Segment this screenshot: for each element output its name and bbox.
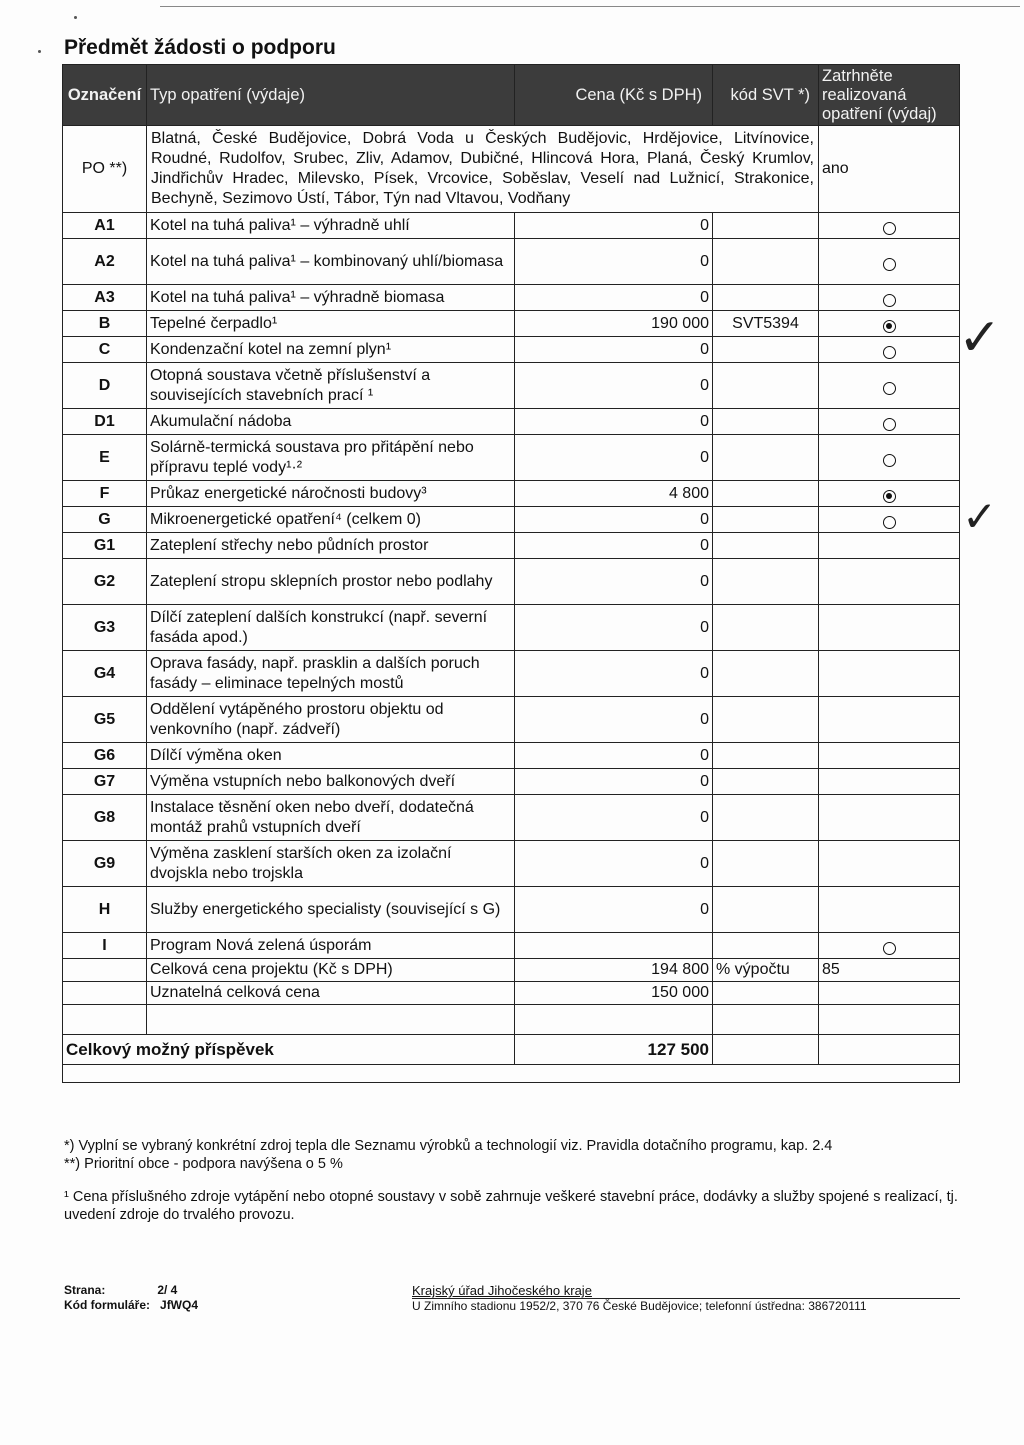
row-price: 0 [515, 409, 713, 435]
row-svt-code [713, 651, 819, 697]
row-svt-code [713, 795, 819, 841]
empty-cell [63, 1005, 147, 1035]
table-row [63, 887, 960, 933]
empty-cell [63, 959, 147, 982]
select-radio-button[interactable] [883, 942, 896, 955]
row-description: Kotel na tuhá paliva¹ – výhradně uhlí [147, 213, 515, 239]
row-svt-code [713, 481, 819, 507]
row-description: Výměna zasklení starších oken za izolační dvojskla nebo trojskla [147, 841, 515, 887]
select-radio-button[interactable] [883, 258, 896, 271]
row-code: A1 [63, 213, 147, 239]
spacer-row [63, 1065, 960, 1083]
select-radio-button[interactable] [883, 454, 896, 467]
empty-cell [147, 1005, 515, 1035]
footnote-1: ¹ Cena příslušného zdroje vytápění nebo otopné soustavy v sobě zahrnuje veškeré stavební práce, dodávky a služby spojené s realizací, tj. uvedení zdroje do trvalého provozu. [64, 1189, 958, 1223]
row-description: Solárně-termická soustava pro přitápění nebo přípravu teplé vody¹·² [147, 435, 515, 481]
row-code: G [63, 507, 147, 533]
handwritten-checkmark: ✓ [958, 308, 1002, 368]
contribution-value: 127 500 [515, 1035, 713, 1065]
request-table [62, 64, 960, 1083]
row-code: A2 [63, 239, 147, 285]
row-select-cell [819, 559, 960, 605]
row-price [515, 933, 713, 959]
select-radio-button[interactable] [883, 294, 896, 307]
row-select-cell [819, 769, 960, 795]
table-row [63, 605, 960, 651]
row-select-cell [819, 337, 960, 363]
eligible-price-value: 150 000 [515, 982, 713, 1005]
row-svt-code [713, 435, 819, 481]
row-code: G9 [63, 841, 147, 887]
page-title: Předmět žádosti o podporu [64, 36, 336, 59]
form-code-label: Kód formuláře: [64, 1298, 151, 1312]
row-select-cell [819, 311, 960, 337]
row-description: Dílčí výměna oken [147, 743, 515, 769]
row-code: G7 [63, 769, 147, 795]
row-code: G3 [63, 605, 147, 651]
summary-total-row [63, 959, 960, 982]
table-row [63, 285, 960, 311]
row-svt-code [713, 559, 819, 605]
row-svt-code [713, 285, 819, 311]
table-row [63, 559, 960, 605]
table-row [63, 481, 960, 507]
row-price: 0 [515, 337, 713, 363]
row-price: 0 [515, 285, 713, 311]
row-select-cell [819, 409, 960, 435]
row-price: 0 [515, 605, 713, 651]
row-description: Dílčí zateplení dalších konstrukcí (např. severní fasáda apod.) [147, 605, 515, 651]
eligible-price-label: Uznatelná celková cena [147, 982, 515, 1005]
page-value: 2/ 4 [157, 1283, 178, 1297]
row-price: 4 800 [515, 481, 713, 507]
row-code: G2 [63, 559, 147, 605]
table-row [63, 769, 960, 795]
summary-eligible-row [63, 982, 960, 1005]
row-svt-code [713, 337, 819, 363]
row-svt-code [713, 507, 819, 533]
row-code: D1 [63, 409, 147, 435]
row-svt-code [713, 933, 819, 959]
row-price: 0 [515, 651, 713, 697]
select-radio-button[interactable] [883, 222, 896, 235]
row-description: Oprava fasády, např. prasklin a dalších poruch fasády – eliminace tepelných mostů [147, 651, 515, 697]
table-row [63, 213, 960, 239]
row-price: 0 [515, 743, 713, 769]
select-radio-button[interactable] [883, 418, 896, 431]
table-row [63, 841, 960, 887]
row-price: 0 [515, 533, 713, 559]
top-rule [160, 6, 1020, 7]
po-municipalities-text: Blatná, České Budějovice, Dobrá Voda u Českých Budějovic, Hrdějovice, Litvínovice, Roudné, Rudolfov, Srubec, Zliv, Adamov, Dubičné, Hlincová Hora, Planá, Český Krumlov, Jindřichův Hradec, Milevsko, Písek, Vrcovice, Soběslav, Veselí nad Lužnicí, Strakonice, Bechyně, Sezimovo Ústí, Tábor, Týn nad Vltavou, Vodňany [147, 126, 819, 213]
row-price: 0 [515, 887, 713, 933]
row-description: Průkaz energetické náročnosti budovy³ [147, 481, 515, 507]
row-description: Výměna vstupních nebo balkonových dveří [147, 769, 515, 795]
row-code: C [63, 337, 147, 363]
empty-cell [713, 1005, 819, 1035]
row-price: 0 [515, 213, 713, 239]
footnotes [64, 1137, 964, 1224]
header-price: Cena (Kč s DPH) [515, 65, 713, 126]
row-code: F [63, 481, 147, 507]
row-select-cell [819, 795, 960, 841]
header-type: Typ opatření (výdaje) [147, 65, 515, 126]
row-svt-code [713, 239, 819, 285]
row-description: Služby energetického specialisty (související s G) [147, 887, 515, 933]
empty-cell [819, 1005, 960, 1035]
page-label: Strana: [64, 1283, 106, 1297]
row-svt-code [713, 743, 819, 769]
empty-cell [819, 1035, 960, 1065]
header-select: Zatrhněte realizovaná opatření (výdaj) [819, 65, 960, 126]
empty-cell [713, 982, 819, 1005]
row-code: G4 [63, 651, 147, 697]
row-price: 0 [515, 363, 713, 409]
percent-label: % výpočtu [713, 959, 819, 982]
footnote-priority: **) Prioritní obce - podpora navýšena o 5 % [64, 1156, 343, 1172]
row-select-cell [819, 887, 960, 933]
row-select-cell [819, 481, 960, 507]
row-svt-code [713, 841, 819, 887]
table-row [63, 507, 960, 533]
row-price: 0 [515, 697, 713, 743]
empty-cell [63, 982, 147, 1005]
row-select-cell [819, 533, 960, 559]
empty-cell [515, 1005, 713, 1035]
header-code: Označení [63, 65, 147, 126]
total-price-value: 194 800 [515, 959, 713, 982]
contribution-label: Celkový možný příspěvek [63, 1035, 515, 1065]
row-price: 0 [515, 841, 713, 887]
row-svt-code [713, 605, 819, 651]
row-select-cell [819, 213, 960, 239]
priority-municipalities-row [63, 126, 960, 213]
po-select-value: ano [819, 126, 960, 213]
select-radio-button[interactable] [883, 516, 896, 529]
row-select-cell [819, 697, 960, 743]
select-radio-button[interactable] [883, 320, 896, 333]
row-select-cell [819, 285, 960, 311]
row-code: G8 [63, 795, 147, 841]
row-description: Zateplení stropu sklepních prostor nebo podlahy [147, 559, 515, 605]
select-radio-button[interactable] [883, 490, 896, 503]
row-svt-code [713, 363, 819, 409]
footer-page-info [64, 1283, 198, 1313]
row-price: 0 [515, 507, 713, 533]
row-code: G6 [63, 743, 147, 769]
row-code: B [63, 311, 147, 337]
row-description: Akumulační nádoba [147, 409, 515, 435]
row-code: D [63, 363, 147, 409]
row-svt-code [713, 213, 819, 239]
row-select-cell [819, 651, 960, 697]
row-svt-code: SVT5394 [713, 311, 819, 337]
table-header-row [63, 65, 960, 126]
header-svt: kód SVT *) [713, 65, 819, 126]
row-price: 0 [515, 239, 713, 285]
row-select-cell [819, 435, 960, 481]
row-code: H [63, 887, 147, 933]
row-price: 0 [515, 769, 713, 795]
table-row [63, 651, 960, 697]
row-code: I [63, 933, 147, 959]
table-row [63, 409, 960, 435]
row-select-cell [819, 605, 960, 651]
percent-value: 85 [819, 959, 960, 982]
row-svt-code [713, 533, 819, 559]
row-svt-code [713, 409, 819, 435]
table-row [63, 697, 960, 743]
organization-name: Krajský úřad Jihočeského kraje [412, 1283, 592, 1298]
row-description: Tepelné čerpadlo¹ [147, 311, 515, 337]
row-select-cell [819, 743, 960, 769]
empty-cell [713, 1035, 819, 1065]
organization-address: U Zimního stadionu 1952/2, 370 76 České Budějovice; telefonní ústředna: 386720111 [412, 1298, 960, 1314]
row-svt-code [713, 887, 819, 933]
empty-cell [819, 982, 960, 1005]
handwritten-checkmark: ✓ [962, 492, 998, 541]
row-description: Mikroenergetické opatření⁴ (celkem 0) [147, 507, 515, 533]
row-description: Kondenzační kotel na zemní plyn¹ [147, 337, 515, 363]
row-description: Otopná soustava včetně příslušenství a souvisejících stavebních prací ¹ [147, 363, 515, 409]
spacer-row [63, 1005, 960, 1035]
table-row [63, 337, 960, 363]
row-price: 0 [515, 435, 713, 481]
select-radio-button[interactable] [883, 346, 896, 359]
row-description: Program Nová zelená úsporám [147, 933, 515, 959]
row-select-cell [819, 239, 960, 285]
row-code: G5 [63, 697, 147, 743]
row-select-cell [819, 363, 960, 409]
row-svt-code [713, 697, 819, 743]
row-code: A3 [63, 285, 147, 311]
select-radio-button[interactable] [883, 382, 896, 395]
row-select-cell [819, 841, 960, 887]
table-row [63, 743, 960, 769]
table-row [63, 435, 960, 481]
table-row [63, 239, 960, 285]
scan-dot [74, 16, 77, 19]
row-description: Kotel na tuhá paliva¹ – výhradně biomasa [147, 285, 515, 311]
row-price: 0 [515, 559, 713, 605]
row-description: Oddělení vytápěného prostoru objektu od venkovního (např. zádveří) [147, 697, 515, 743]
row-description: Kotel na tuhá paliva¹ – kombinovaný uhlí/biomasa [147, 239, 515, 285]
footer-organization [412, 1283, 960, 1314]
row-price: 0 [515, 795, 713, 841]
table-row [63, 795, 960, 841]
table-row [63, 533, 960, 559]
row-svt-code [713, 769, 819, 795]
row-select-cell [819, 507, 960, 533]
po-code: PO **) [63, 126, 147, 213]
row-description: Instalace těsnění oken nebo dveří, dodatečná montáž prahů vstupních dveří [147, 795, 515, 841]
contribution-row [63, 1035, 960, 1065]
table-row [63, 311, 960, 337]
row-code: E [63, 435, 147, 481]
row-description: Zateplení střechy nebo půdních prostor [147, 533, 515, 559]
total-price-label: Celková cena projektu (Kč s DPH) [147, 959, 515, 982]
footnote-svt: *) Vyplní se vybraný konkrétní zdroj tepla dle Seznamu výrobků a technologií viz. Pravidla dotačního programu, kap. 2.4 [64, 1138, 833, 1154]
table-row [63, 363, 960, 409]
row-select-cell [819, 933, 960, 959]
row-price: 190 000 [515, 311, 713, 337]
form-code-value: JfWQ4 [160, 1298, 199, 1312]
row-code: G1 [63, 533, 147, 559]
empty-cell [63, 1065, 960, 1083]
scan-dot [38, 50, 41, 53]
table-row [63, 933, 960, 959]
